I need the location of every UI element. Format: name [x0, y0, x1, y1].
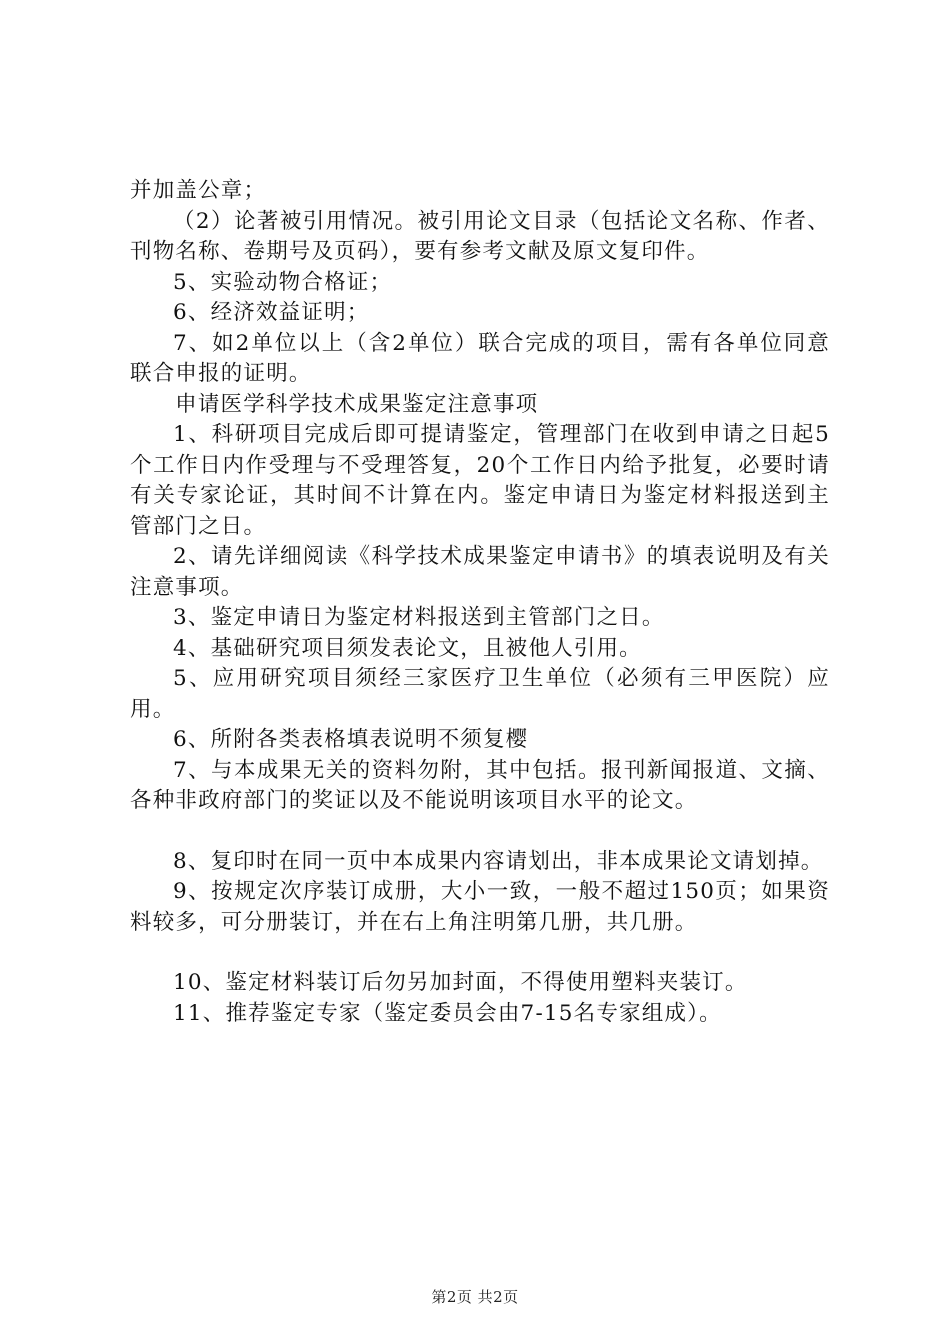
document-body	[130, 176, 830, 1029]
paragraph-item-7: 7、如2单位以上（含2单位）联合完成的项目，需有各单位同意联合申报的证明。	[130, 330, 830, 386]
notice-item-5: 5、应用研究项目须经三家医疗卫生单位（必须有三甲医院）应用。	[130, 666, 830, 722]
notice-item-3: 3、鉴定申请日为鉴定材料报送到主管部门之日。	[173, 605, 665, 630]
paragraph-item-6: 6、经济效益证明；	[173, 300, 370, 325]
paragraph-continuation: 并加盖公章；	[130, 178, 267, 203]
notice-item-1: 1、科研项目完成后即可提请鉴定，管理部门在收到申请之日起5个工作日内作受理与不受理答复，20个工作日内给予批复，必要时请有关专家论证，其时间不计算在内。鉴定申请日为鉴定材料报送到主管部门之日。	[130, 422, 830, 539]
paragraph-spacer	[130, 817, 830, 847]
paragraph-item-5: 5、实验动物合格证；	[173, 269, 393, 295]
notice-item-2: 2、请先详细阅读《科学技术成果鉴定申请书》的填表说明及有关注意事项。	[130, 544, 830, 600]
page-footer: 第2页 共2页	[431, 1288, 519, 1306]
notice-item-11: 11、推荐鉴定专家（鉴定委员会由7-15名专家组成）。	[173, 1000, 722, 1026]
notice-item-4: 4、基础研究项目须发表论文，且被他人引用。	[173, 635, 642, 661]
notice-item-8: 8、复印时在同一页中本成果内容请划出，非本成果论文请划掉。	[173, 848, 824, 874]
paragraph-citation: （2）论著被引用情况。被引用论文目录（包括论文名称、作者、刊物名称、卷期号及页码），要有参考文献及原文复印件。	[130, 208, 830, 264]
notice-item-10: 10、鉴定材料装订后勿另加封面，不得使用塑料夹装订。	[173, 970, 748, 995]
section-heading: 申请医学科学技术成果鉴定注意事项	[175, 391, 539, 417]
paragraph-spacer	[130, 938, 830, 968]
notice-item-9: 9、按规定次序装订成册，大小一致，一般不超过150页；如果资料较多，可分册装订，并在右上角注明第几册，共几册。	[130, 879, 830, 935]
notice-item-7: 7、与本成果无关的资料勿附，其中包括。报刊新闻报道、文摘、各种非政府部门的奖证以及不能说明该项目水平的论文。	[130, 757, 830, 813]
notice-item-6: 6、所附各类表格填表说明不须复樱	[173, 727, 529, 752]
